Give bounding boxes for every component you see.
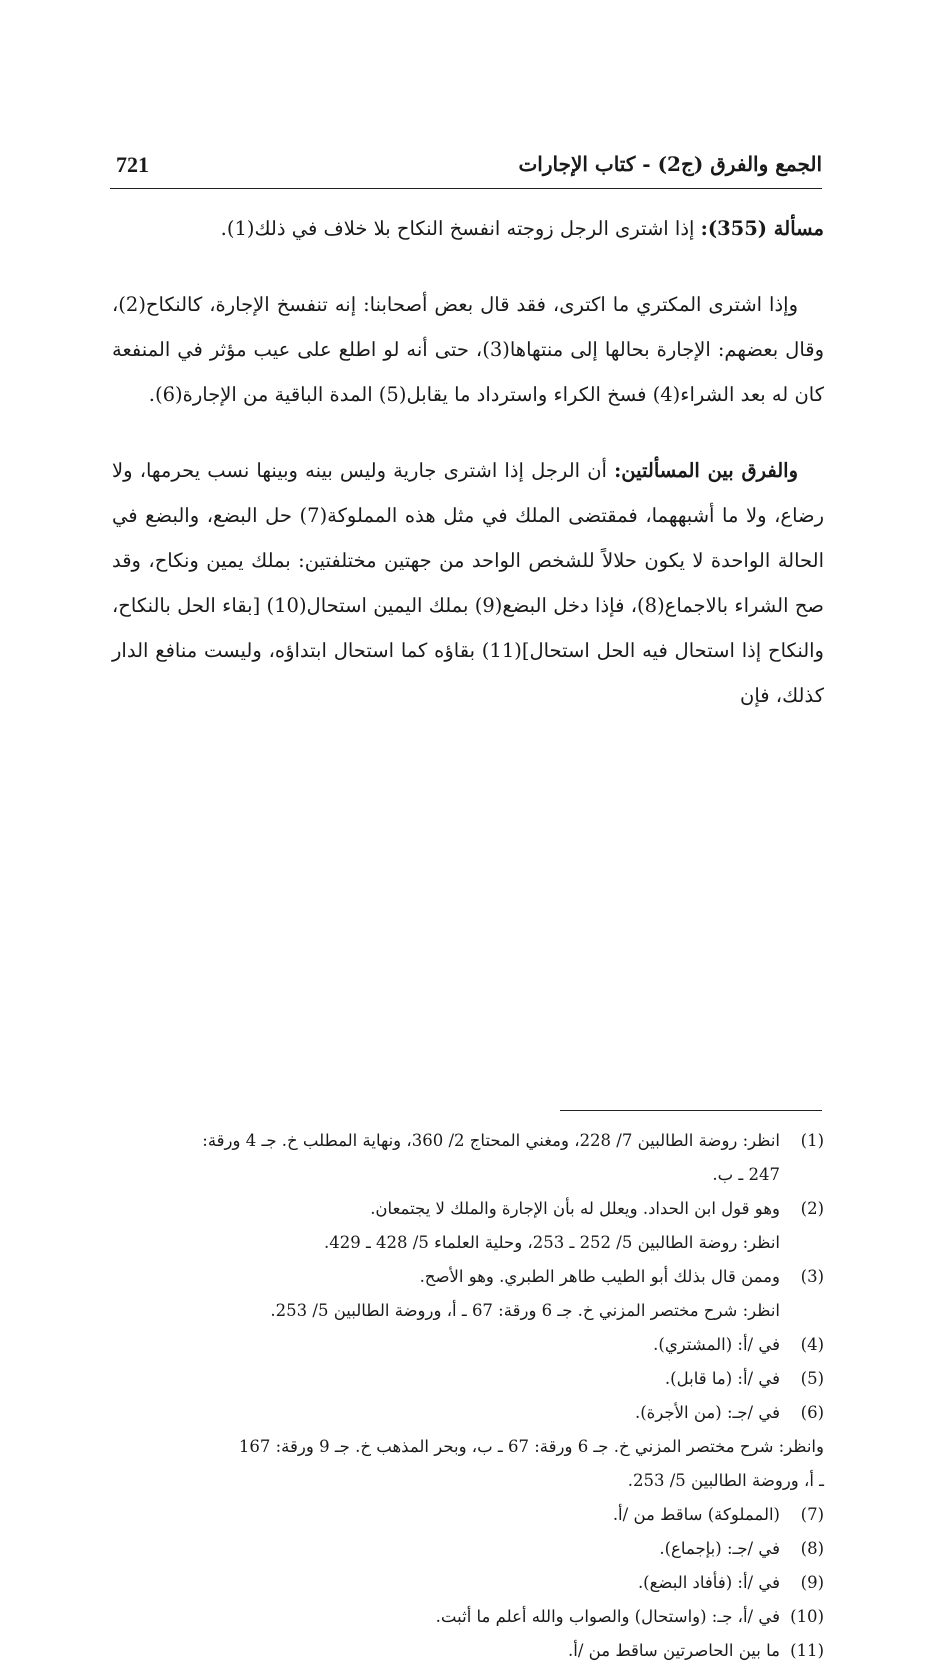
footnote-number: (6) [800, 1403, 824, 1422]
footnote-line: وممن قال بذلك أبو الطيب طاهر الطبري. وهو الأصح. [419, 1267, 780, 1286]
main-text [112, 206, 824, 749]
footnote-number: (2) [800, 1199, 824, 1218]
footnotes-list [112, 1124, 824, 1668]
footnote-item [112, 1260, 824, 1328]
footnote-text [112, 1600, 780, 1634]
footnote-text [112, 1124, 780, 1192]
farq-heading: والفرق بين المسألتين: [614, 459, 799, 482]
footnote-line: ـ أ، وروضة الطالبين 5/ 253. [627, 1471, 824, 1490]
footnote-text [112, 1328, 780, 1362]
footnote-line: في /أ: (المشتري). [653, 1335, 780, 1354]
footnote-item [112, 1566, 824, 1600]
footnote-number: (7) [800, 1505, 824, 1524]
footnote-text [112, 1532, 780, 1566]
running-title: الجمع والفرق (ج2) - كتاب الإجارات [518, 152, 822, 176]
footnote-number: (9) [800, 1573, 824, 1592]
footnote-item [112, 1634, 824, 1668]
footnote-line: 247 ـ ب. [712, 1165, 780, 1184]
footnote-line: في /أ: (ما قابل). [664, 1369, 780, 1388]
farq-text: أن الرجل إذا اشترى جارية وليس بينه وبينها نسب يحرمها، ولا رضاع، ولا ما أشبههما، فمقتضى الملك في مثل هذه المملوكة(7) حل البضع، والبضع في الحالة الواحدة لا يكون حلالاً للشخص الواحد من جهتين مختلفتين: بملك يمين ونكاح، وقد صح الشراء بالاجماع(8)، فإذا دخل البضع(9) بملك اليمين استحال(10) [بقاء الحل بالنكاح، والنكاح إذا استحال فيه الحل استحال](11) بقاؤه كما استحال ابتداؤه، وليست منافع الدار كذلك، فإن [112, 459, 824, 707]
footnote-line: انظر: روضة الطالبين 5/ 252 ـ 253، وحلية العلماء 5/ 428 ـ 429. [323, 1233, 780, 1252]
footnote-line: انظر: شرح مختصر المزني خ. جـ 6 ورقة: 67 ـ أ، وروضة الطالبين 5/ 253. [270, 1301, 780, 1320]
footnote-item [112, 1192, 824, 1260]
footnote-number: (8) [800, 1539, 824, 1558]
footnote-divider [560, 1110, 822, 1111]
ijara-text: وإذا اشترى المكتري ما اكترى، فقد قال بعض أصحابنا: إنه تنفسخ الإجارة، كالنكاح(2)، وقال بعضهم: الإجارة بحالها إلى منتهاها(3)، حتى أنه لو اطلع على عيب مؤثر في المنفعة كان له بعد الشراء(4) فسخ الكراء واسترداد ما يقابل(5) المدة الباقية من الإجارة(6). [112, 293, 824, 406]
paragraph-ijara [112, 282, 824, 417]
footnote-line: انظر: روضة الطالبين 7/ 228، ومغني المحتاج 2/ 360، ونهاية المطلب خ. جـ 4 ورقة: [202, 1131, 780, 1150]
footnote-item [112, 1532, 824, 1566]
footnote-text [112, 1498, 780, 1532]
footnote-item [112, 1396, 824, 1498]
footnote-line: وانظر: شرح مختصر المزني خ. جـ 6 ورقة: 67 ـ ب، وبحر المذهب خ. جـ 9 ورقة: 167 [238, 1437, 824, 1456]
page-header [110, 148, 822, 189]
masala-text: إذا اشترى الرجل زوجته انفسخ النكاح بلا خلاف في ذلك(1). [220, 217, 695, 240]
footnote-number: (5) [800, 1369, 824, 1388]
footnote-text [112, 1260, 780, 1328]
footnote-item [112, 1328, 824, 1362]
footnote-number: (1) [800, 1131, 824, 1150]
footnote-text [112, 1396, 824, 1498]
footnote-line: في /جـ: (بإجماع). [659, 1539, 780, 1558]
footnote-line: في /أ، جـ: (واستحال) والصواب والله أعلم ما أثبت. [435, 1607, 780, 1626]
footnote-text [112, 1192, 780, 1260]
footnote-text [112, 1566, 780, 1600]
footnote-line: في /أ: (فأفاد البضع). [637, 1573, 780, 1592]
footnote-text [112, 1634, 780, 1668]
footnote-line: وهو قول ابن الحداد. ويعلل له بأن الإجارة والملك لا يجتمعان. [370, 1199, 780, 1218]
footnote-line: في /جـ: (من الأجرة). [635, 1403, 780, 1422]
footnote-number: (4) [800, 1335, 824, 1354]
footnote-item [112, 1124, 824, 1192]
masala-heading: مسألة (355): [700, 217, 824, 240]
paragraph-masala [112, 206, 824, 251]
page-number: 721 [116, 152, 149, 177]
footnote-text [112, 1362, 780, 1396]
footnote-item [112, 1362, 824, 1396]
footnote-number: (11) [790, 1641, 824, 1660]
footnote-item [112, 1600, 824, 1634]
footnote-number: (3) [800, 1267, 824, 1286]
footnote-line: (المملوكة) ساقط من /أ. [612, 1505, 780, 1524]
footnote-number: (10) [790, 1607, 824, 1626]
paragraph-farq [112, 448, 824, 718]
footnote-item [112, 1498, 824, 1532]
footnote-line: ما بين الحاصرتين ساقط من /أ. [568, 1641, 780, 1660]
